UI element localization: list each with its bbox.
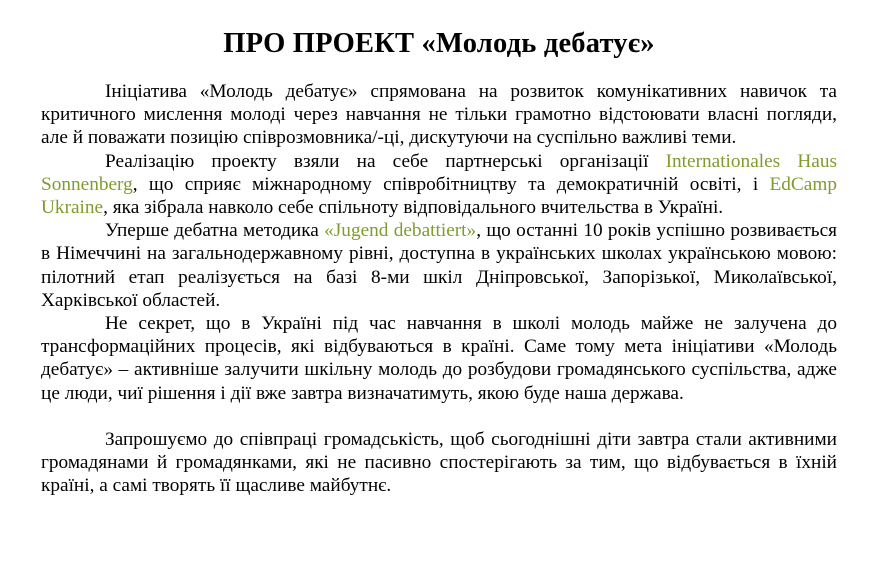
paragraph-invitation: Запрошуємо до співпраці громадськість, щоб сьогоднішні діти завтра стали активними громадянами й громадянками, які не пасивно спостерігають за тим, що відбувається в їхній країні, а самі творять її щасливе майбутнє.	[41, 428, 837, 497]
paragraph-goal: Не секрет, що в Україні під час навчання в школі молодь майже не залучена до трансформаційних процесів, які відбуваються в країні. Саме тому мета ініціативи «Молодь дебатує» – активніше залучити шкільну молодь до розбудови громадянського суспільства, адже це люди, чиї рішення і дії вже завтра визначатимуть, якою буде наша держава.	[41, 313, 837, 404]
paragraph-methodology-text-2: , що останні 10 років успішно розвивається в Німеччині на загальнодержавному рівні, доступна в українських школах українською мовою: пілотний етап реалізується на базі 8-ми шкіл Дніпровської, Запорізької, Миколаївської, Харківської областей.	[41, 220, 838, 311]
link-edcamp-ukraine[interactable]: EdCamp Ukraine	[41, 173, 837, 219]
paragraph-partners-text-3: , яка зібрала навколо себе спільноту відповідального вчительства в Україні.	[103, 197, 724, 219]
paragraph-partners-text-1: Реалізацію проекту взяли на себе партнерські організації	[105, 150, 666, 172]
paragraph-partners-text-2: , що сприяє міжнародному співробітництву та демократичній освіті, і	[132, 173, 770, 195]
paragraph-partners	[41, 150, 837, 220]
link-internationales-haus-sonnenberg[interactable]: Internationales Haus Sonnenberg	[41, 150, 837, 195]
paragraph-intro: Ініціатива «Молодь дебатує» спрямована на розвиток комунікативних навичок та критичного мислення молоді через навчання не тільки грамотно відстоювати власні погляди, але й поважати позицію співрозмовника/-ці, дискутуючи на суспільно важливі теми.	[41, 81, 837, 149]
paragraph-methodology-text-1: Уперше дебатна методика	[105, 220, 325, 242]
paragraph-methodology	[41, 219, 837, 312]
link-jugend-debattiert[interactable]: «Jugend debattiert»	[324, 220, 477, 242]
page-title: ПРО ПРОЕКТ «Молодь дебатує»	[223, 28, 655, 59]
